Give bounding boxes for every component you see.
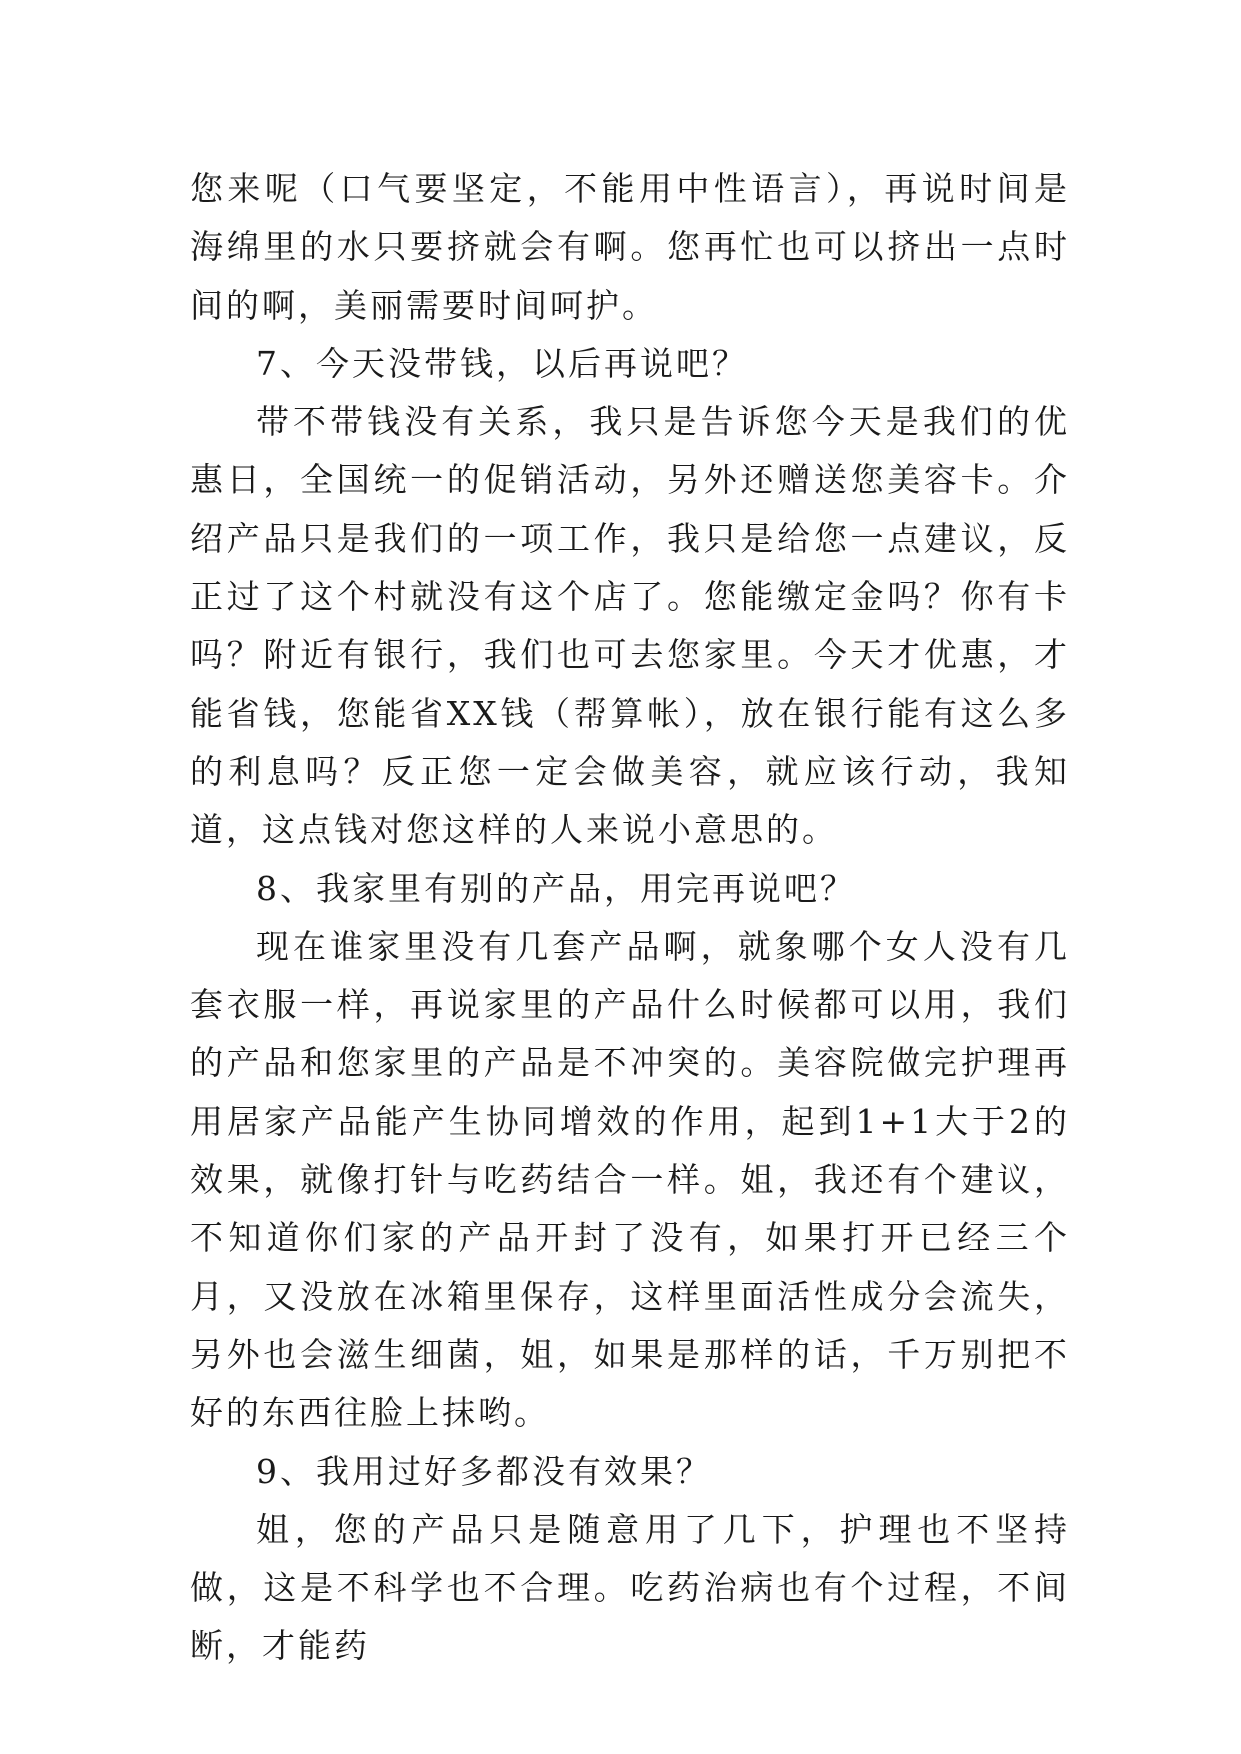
- paragraph-continued: 您来呢（口气要坚定，不能用中性语言），再说时间是海绵里的水只要挤就会有啊。您再忙也可以挤出一点时间的啊，美丽需要时间呵护。: [190, 169, 1070, 325]
- document-body: [190, 160, 1070, 1676]
- answer-9: 姐，您的产品只是随意用了几下，护理也不坚持做，这是不科学也不合理。吃药治病也有个过程，不间断，才能药: [190, 1509, 1070, 1666]
- question-9: 9、我用过好多都没有效果？: [256, 1451, 712, 1491]
- question-7: 7、今天没带钱，以后再说吧？: [256, 343, 748, 383]
- answer-7: 带不带钱没有关系，我只是告诉您今天是我们的优惠日，全国统一的促销活动，另外还赠送您美容卡。介绍产品只是我们的一项工作，我只是给您一点建议，反正过了这个村就没有这个店了。您能缴定金吗？你有卡吗？附近有银行，我们也可去您家里。今天才优惠，才能省钱，您能省XX钱（帮算帐），放在银行能有这么多的利息吗？反正您一定会做美容，就应该行动，我知道，这点钱对您这样的人来说小意思的。: [190, 402, 1070, 850]
- question-8: 8、我家里有别的产品，用完再说吧？: [256, 868, 856, 908]
- answer-8: 现在谁家里没有几套产品啊，就象哪个女人没有几套衣服一样，再说家里的产品什么时候都可以用，我们的产品和您家里的产品是不冲突的。美容院做完护理再用居家产品能产生协同增效的作用，起到1+1大于2的效果，就像打针与吃药结合一样。姐，我还有个建议，不知道你们家的产品开封了没有，如果打开已经三个月，又没放在冰箱里保存，这样里面活性成分会流失，另外也会滋生细菌，姐，如果是那样的话，千万别把不好的东西往脸上抹哟。: [190, 926, 1070, 1433]
